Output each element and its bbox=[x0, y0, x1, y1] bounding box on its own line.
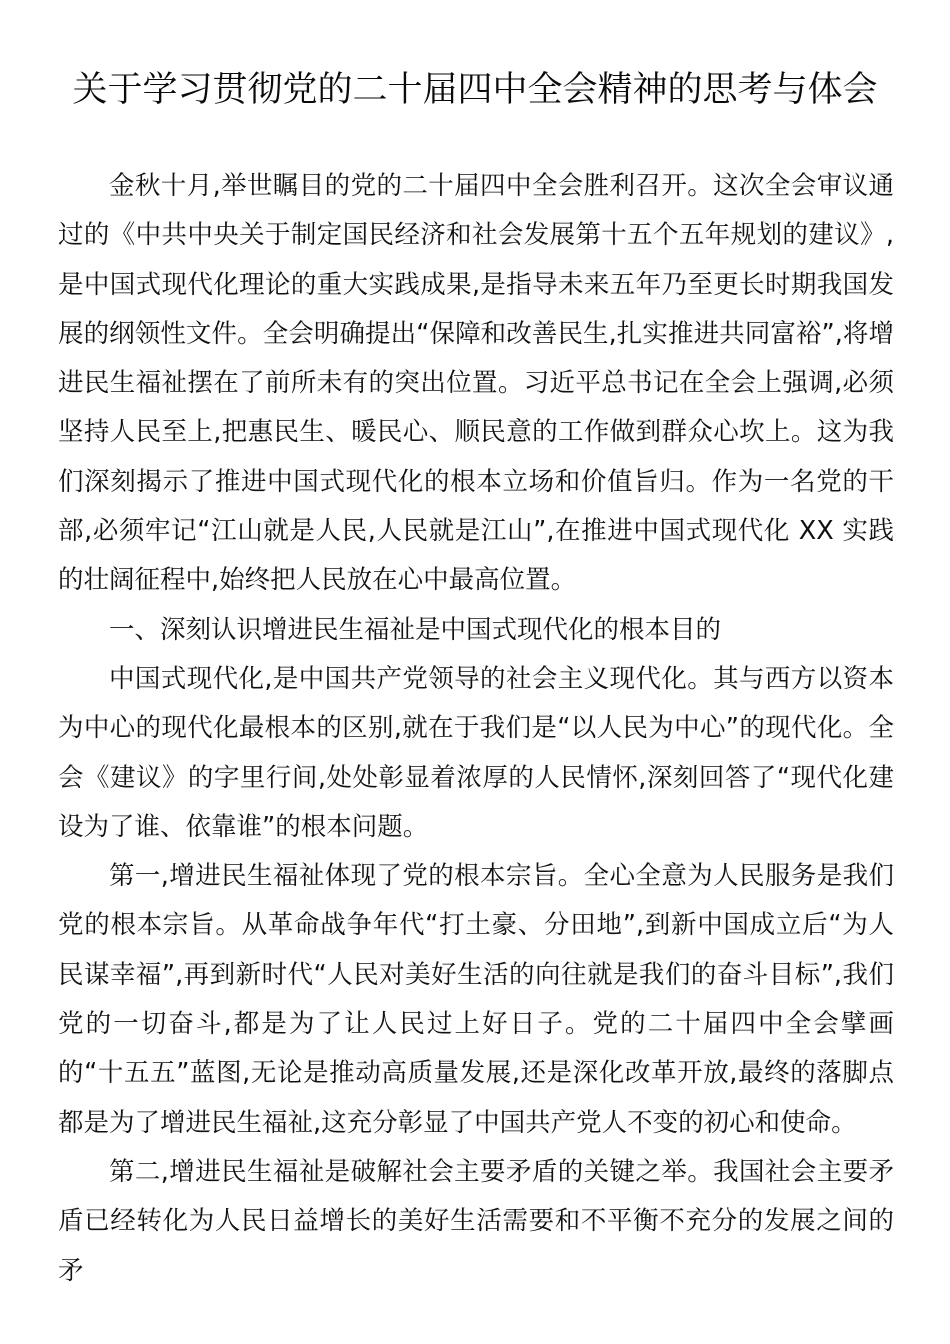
intro-paragraph: 金秋十月,举世瞩目的党的二十届四中全会胜利召开。这次全会审议通过的《中共中央关于制定国民经济和社会发展第十五个五年规划的建议》,是中国式现代化理论的重大实践成果,是指导未来五年乃至更长时期我国发展的纲领性文件。全会明确提出“保障和改善民生,扎实推进共同富裕”,将增进民生福祉摆在了前所未有的突出位置。习近平总书记在全会上强调,必须坚持人民至上,把惠民生、暖民心、顺民意的工作做到群众心坎上。这为我们深刻揭示了推进中国式现代化的根本立场和价值旨归。作为一名党的干部,必须牢记“江山就是人民,人民就是江山”,在推进中国式现代化 XX 实践的壮阔征程中,始终把人民放在心中最高位置。 bbox=[58, 171, 894, 596]
section-heading-1: 一、深刻认识增进民生福祉是中国式现代化的根本目的 bbox=[109, 614, 722, 645]
document-title: 关于学习贯彻党的二十届四中全会精神的思考与体会 bbox=[72, 70, 878, 110]
section-1-paragraph: 中国式现代化,是中国共产党领导的社会主义现代化。其与西方以资本为中心的现代化最根本的区别,就在于我们是“以人民为中心”的现代化。全会《建议》的字里行间,处处彰显着浓厚的人民情怀,深刻回答了“现代化建设为了谁、依靠谁”的根本问题。 bbox=[58, 663, 894, 842]
point-2-paragraph: 第二,增进民生福祉是破解社会主要矛盾的关键之举。我国社会主要矛盾已经转化为人民日益增长的美好生活需要和不平衡不充分的发展之间的矛 bbox=[58, 1156, 894, 1286]
document-body bbox=[58, 162, 894, 1296]
point-1-paragraph: 第一,增进民生福祉体现了党的根本宗旨。全心全意为人民服务是我们党的根本宗旨。从革命战争年代“打土豪、分田地”,到新中国成立后“为人民谋幸福”,再到新时代“人民对美好生活的向往就是我们的奋斗目标”,我们党的一切奋斗,都是为了让人民过上好日子。党的二十届四中全会擘画的“十五五”蓝图,无论是推动高质量发展,还是深化改革开放,最终的落脚点都是为了增进民生福祉,这充分彰显了中国共产党人不变的初心和使命。 bbox=[58, 861, 894, 1138]
